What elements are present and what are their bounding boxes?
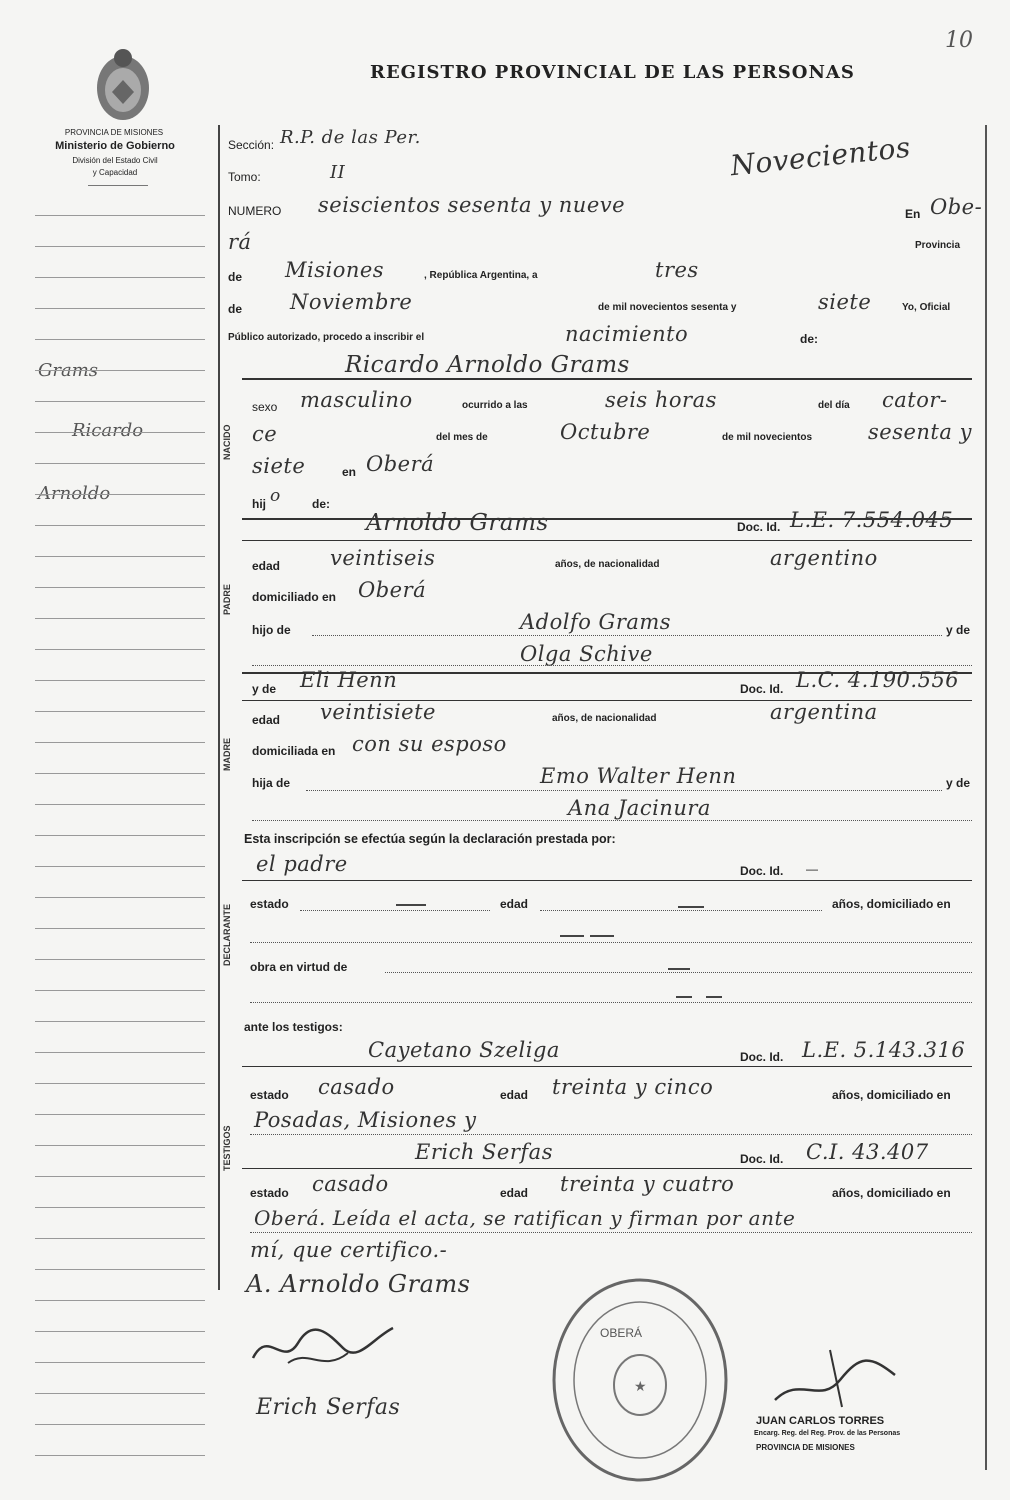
sidebar-capacity: y Capacidad (92, 168, 138, 177)
nacido-mil-label: de mil novecientos (722, 432, 813, 443)
nacido-section-label: NACIDO (222, 424, 232, 460)
declarante-dom-dash-2 (590, 935, 614, 937)
document-title: REGISTRO PROVINCIAL DE LAS PERSONAS (370, 62, 855, 83)
declarante-doc-value: — (806, 862, 818, 876)
padre-hijo-de-line (312, 635, 942, 636)
seccion-label: Sección: (228, 138, 275, 152)
header-divider (242, 378, 972, 380)
seccion-value: R.P. de las Per. (280, 127, 421, 148)
declarante-nombre-line (242, 880, 972, 881)
declarante-estado-label: estado (250, 897, 289, 911)
sidebar-province: PROVINCIA DE MISIONES (64, 128, 164, 137)
dia-value-1: cator- (882, 388, 948, 412)
hora-value: seis horas (605, 388, 717, 412)
madre-edad-value: veintisiete (320, 700, 436, 724)
padre-nac-label: años, de nacionalidad (555, 559, 660, 570)
nacido-mes-value: Octubre (560, 420, 651, 444)
sexo-value: masculino (300, 388, 413, 412)
cierre-linea-1: Oberá. Leída el acta, se ratifican y firman por ante (254, 1206, 796, 1230)
page-number: 10 (945, 28, 973, 53)
testigo2-doc: C.I. 43.407 (806, 1140, 929, 1164)
oficial-label: Yo, Oficial (902, 302, 951, 313)
numero-value: seiscientos sesenta y nueve (318, 193, 626, 217)
declarante-estado-dash (396, 904, 426, 906)
declarante-extra-dash-2 (706, 996, 722, 998)
madre-dom-value: con su esposo (352, 732, 507, 756)
numero-seal-word: Novecientos (728, 130, 913, 183)
nacido-lugar-value: Oberá (366, 452, 435, 476)
padre-doc-label: Doc. Id. (737, 520, 781, 534)
de-label-mes: de (228, 302, 243, 316)
sidebar-division: División del Estado Civil (72, 156, 158, 165)
madre-nac-value: argentina (770, 700, 878, 724)
madre-nac-label: años, de nacionalidad (552, 713, 657, 724)
declarante-edad-line (540, 910, 822, 911)
nacido-en-label: en (342, 465, 357, 479)
declarante-edad-dash (678, 906, 704, 908)
cierre-line-1 (250, 1232, 972, 1233)
de-label-provincia: de (228, 270, 243, 284)
padre-madre-line (252, 665, 972, 666)
testigo1-nombre-line (242, 1066, 972, 1067)
provincia-value: Misiones (285, 258, 385, 282)
testigo1-dom-label: años, domiciliado en (832, 1088, 951, 1102)
signature-witness-2: Erich Serfas (256, 1395, 401, 1420)
testigos-section-label: TESTIGOS (222, 1125, 232, 1171)
nacido-anio-value-1: sesenta y (868, 420, 972, 444)
madre-dom-label: domiciliada en (252, 744, 336, 758)
hijo-label: hij (252, 497, 266, 511)
madre-hija-de-label: hija de (252, 776, 291, 790)
del-dia-label: del día (818, 400, 850, 411)
madre-doc-label: Doc. Id. (740, 682, 784, 696)
declarante-doc-label: Doc. Id. (740, 864, 784, 878)
madre-nombre-value: Eli Henn (300, 668, 398, 692)
official-seal-stamp (550, 1275, 730, 1485)
right-frame-line (985, 125, 987, 1470)
madre-doc-value: L.C. 4.190.556 (796, 668, 960, 692)
cierre-linea-2: mí, que certifico.- (250, 1238, 448, 1262)
declarante-estado-line (300, 910, 490, 911)
en-value-2: rá (228, 230, 252, 254)
testigo2-estado-label: estado (250, 1186, 289, 1200)
testigo2-estado: casado (312, 1172, 389, 1196)
mil-label: de mil novecientos sesenta y (598, 302, 737, 313)
svg-text:OBERÁ: OBERÁ (600, 1326, 643, 1340)
declarante-obra-label: obra en virtud de (250, 960, 348, 974)
declarante-dom-label: años, domiciliado en (832, 897, 951, 911)
official-title: Encarg. Reg. del Reg. Prov. de las Personas (754, 1430, 901, 1437)
madre-edad-label: edad (252, 713, 281, 727)
madre-padre-value: Emo Walter Henn (540, 764, 737, 788)
mes-value: Noviembre (290, 290, 413, 314)
declarante-extra-dash-1 (676, 996, 692, 998)
madre-y-de-label-2: y de (946, 776, 971, 790)
de-colon: de: (800, 332, 818, 346)
declarante-dom-dash-1 (560, 935, 584, 937)
madre-section-label: MADRE (222, 738, 232, 772)
declarante-obra-dash (668, 968, 690, 970)
declarante-dom-line (250, 942, 972, 943)
declaracion-label: Esta inscripción se efectúa según la declaración prestada por: (244, 832, 616, 846)
signature-father: A. Arnoldo Grams (246, 1270, 471, 1298)
testigo2-nombre-line (242, 1168, 972, 1169)
svg-text:★: ★ (634, 1378, 647, 1394)
ocurrido-label: ocurrido a las (462, 400, 528, 411)
sexo-label: sexo (252, 400, 278, 414)
dia-value: tres (655, 258, 699, 282)
testigo1-doc-label: Doc. Id. (740, 1050, 784, 1064)
official-name: JUAN CARLOS TORRES (756, 1415, 885, 1427)
testigo2-nombre: Erich Serfas (415, 1140, 553, 1164)
padre-nac-value: argentino (770, 546, 878, 570)
sidebar-ministry: Ministerio de Gobierno (55, 140, 175, 152)
testigo1-nombre: Cayetano Szeliga (368, 1038, 560, 1062)
testigo1-doc: L.E. 5.143.316 (802, 1038, 966, 1062)
left-frame-line (218, 125, 220, 1290)
nacido-anio-value-2: siete (252, 454, 306, 478)
padre-madre-value: Olga Schive (520, 642, 653, 666)
provincia-label: Provincia (915, 240, 961, 251)
declarante-obra-line (385, 972, 972, 973)
declarante-edad-label: edad (500, 897, 529, 911)
tomo-label: Tomo: (228, 170, 261, 184)
hijo-de-label: de: (312, 497, 330, 511)
padre-edad-label: edad (252, 559, 281, 573)
republica-label: , República Argentina, a (424, 270, 538, 281)
testigo1-estado: casado (318, 1075, 395, 1099)
dia-value-2: ce (252, 422, 278, 446)
testigo1-edad-label: edad (500, 1088, 529, 1102)
testigo1-dom-line (250, 1134, 972, 1135)
padre-section-label: PADRE (222, 584, 232, 616)
publico-label: Público autorizado, procedo a inscribir el (228, 332, 425, 343)
padre-padre-value: Adolfo Grams (520, 610, 672, 634)
hijo-suffix: o (270, 486, 281, 506)
testigos-ante-label: ante los testigos: (244, 1020, 343, 1034)
declarante-section-label: DECLARANTE (222, 904, 232, 966)
numero-label: NUMERO (228, 204, 282, 218)
padre-dom-value: Oberá (358, 578, 427, 602)
signature-official (770, 1345, 900, 1415)
padre-hijo-de-label: hijo de (252, 623, 291, 637)
testigo1-edad: treinta y cinco (552, 1075, 714, 1099)
coat-of-arms-icon (88, 44, 158, 124)
padre-edad-value: veintiseis (330, 546, 436, 570)
declarante-extra-line (250, 1002, 972, 1003)
padre-nombre-line (242, 540, 972, 541)
testigo1-dom: Posadas, Misiones y (254, 1108, 477, 1132)
official-province: PROVINCIA DE MISIONES (756, 1443, 855, 1452)
padre-nombre-value: Arnoldo Grams (366, 510, 549, 536)
testigo1-estado-label: estado (250, 1088, 289, 1102)
testigo2-edad-label: edad (500, 1186, 529, 1200)
registrant-name: Ricardo Arnoldo Grams (345, 352, 630, 378)
margin-note-first-name: Ricardo (72, 420, 144, 441)
margin-note-surname: Grams (38, 360, 99, 381)
signature-witness-1 (248, 1318, 398, 1378)
acto-value: nacimiento (565, 322, 689, 346)
madre-y-de-label: y de (252, 682, 277, 696)
testigo2-doc-label: Doc. Id. (740, 1152, 784, 1166)
madre-madre-value: Ana Jacinura (568, 796, 711, 820)
padre-dom-label: domiciliado en (252, 590, 337, 604)
testigo2-dom-label: años, domiciliado en (832, 1186, 951, 1200)
sidebar-divider (88, 185, 148, 186)
madre-madre-line (252, 820, 972, 821)
en-value-1: Obe- (930, 195, 983, 219)
padre-y-de-label: y de (946, 623, 971, 637)
margin-note-middle-name: Arnoldo (38, 483, 111, 504)
del-mes-label: del mes de (436, 432, 488, 443)
declarante-nombre-value: el padre (256, 852, 348, 876)
anio-value: siete (818, 290, 872, 314)
en-label: En (905, 207, 921, 221)
madre-hija-de-line (306, 790, 942, 791)
padre-doc-value: L.E. 7.554.045 (790, 508, 954, 532)
tomo-value: II (330, 162, 346, 183)
testigo2-edad: treinta y cuatro (560, 1172, 735, 1196)
